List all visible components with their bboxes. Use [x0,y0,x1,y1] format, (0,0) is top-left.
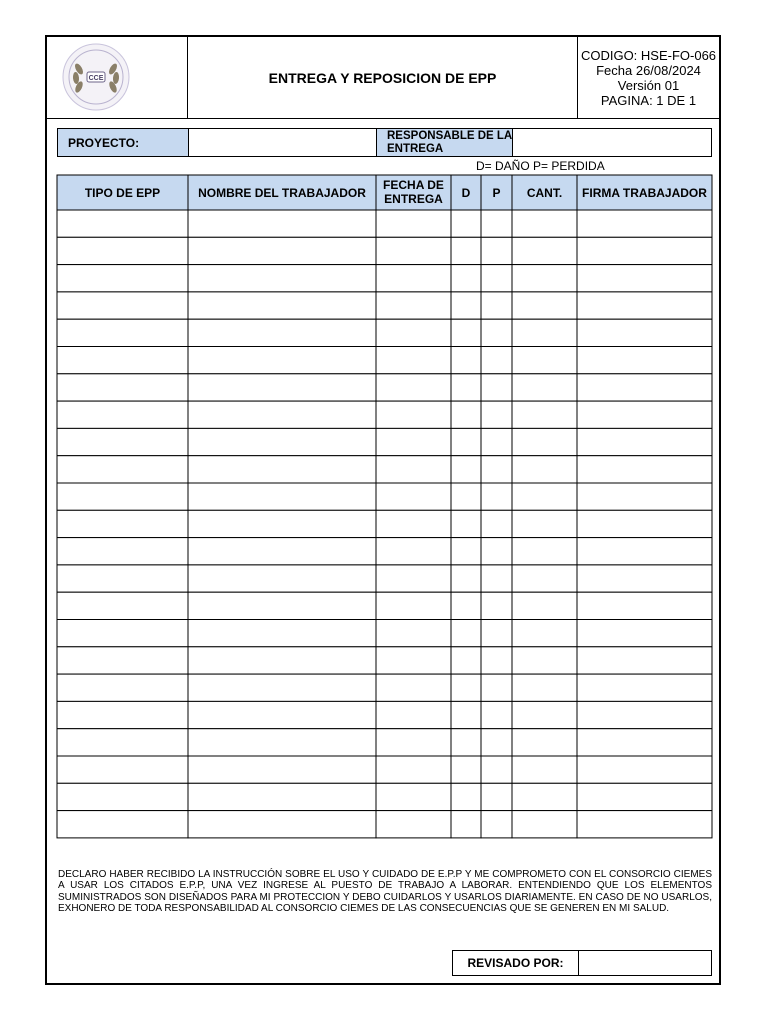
table-cell[interactable] [376,620,451,647]
document-page: PAGINA: 1 DE 1 [600,92,697,108]
table-cell[interactable] [188,374,376,401]
table-cell[interactable] [451,701,481,728]
table-cell[interactable] [376,319,451,346]
table-cell[interactable] [577,620,712,647]
table-cell[interactable] [512,210,577,237]
table-cell[interactable] [376,237,451,264]
table-cell[interactable] [57,674,188,701]
table-cell[interactable] [451,292,481,319]
column-header: CANT. [526,186,563,200]
table-cell[interactable] [376,510,451,537]
table-cell[interactable] [376,811,451,838]
table-cell[interactable] [512,674,577,701]
table-cell[interactable] [376,456,451,483]
table-cell[interactable] [577,347,712,374]
table-cell[interactable] [188,428,376,455]
table-cell[interactable] [481,701,512,728]
table-cell[interactable] [376,292,451,319]
table-cell[interactable] [376,483,451,510]
table-cell[interactable] [57,620,188,647]
table-cell[interactable] [481,783,512,810]
table-cell[interactable] [57,483,188,510]
table-cell[interactable] [512,647,577,674]
table-cell[interactable] [451,237,481,264]
table-cell[interactable] [512,456,577,483]
logo-text: CCE [88,75,104,82]
responsable-label: RESPONSABLE DE LA ENTREGA [376,128,513,157]
table-cell[interactable] [481,565,512,592]
table-cell[interactable] [451,783,481,810]
table-cell[interactable] [451,428,481,455]
table-cell[interactable] [512,483,577,510]
table-cell[interactable] [577,701,712,728]
table-cell[interactable] [512,428,577,455]
table-cell[interactable] [577,456,712,483]
table-cell[interactable] [451,592,481,619]
table-cell[interactable] [57,374,188,401]
table-cell[interactable] [188,483,376,510]
table-cell[interactable] [188,756,376,783]
table-cell[interactable] [451,319,481,346]
form-title: ENTREGA Y REPOSICION DE EPP [268,69,497,86]
table-cell[interactable] [188,347,376,374]
table-cell[interactable] [481,674,512,701]
table-cell[interactable] [451,456,481,483]
legend-note: D= DAÑO P= PERDIDA [476,159,605,173]
table-cell[interactable] [577,265,712,292]
column-header: NOMBRE DEL TRABAJADOR [198,186,366,200]
table-cell[interactable] [376,674,451,701]
form-frame [45,35,721,985]
table-cell[interactable] [481,347,512,374]
table-cell[interactable] [481,292,512,319]
table-cell[interactable] [188,565,376,592]
table-cell[interactable] [188,620,376,647]
table-cell[interactable] [57,265,188,292]
table-cell[interactable] [481,319,512,346]
table-cell[interactable] [577,756,712,783]
table-cell[interactable] [57,428,188,455]
table-cell[interactable] [451,674,481,701]
table-cell[interactable] [57,510,188,537]
table-cell[interactable] [376,756,451,783]
table-cell[interactable] [481,592,512,619]
declaration-text: DECLARO HABER RECIBIDO LA INSTRUCCIÓN SOBRE EL USO Y CUIDADO DE E.P.P Y ME COMPROMETO CON EL CONSORCIO CIEMES A USAR LOS CITADOS E.P.P, UNA VEZ INGRESE AL PUESTO DE TRABAJO A LABORAR. ENTENDIENDO QUE LOS ELEMENTOS SUMINISTRADOS SON DISEÑADOS PARA MI PROTECCION Y DEBO CUIDARLOS Y USARLOS DIARIAMENTE. EN CASO DE NO USARLOS, EXHONERO DE TODA RESPONSABILIDAD AL CONSORCIO CIEMES DE LAS CONSECUENCIAS QUE SE GENEREN EN MI SALUD. [58,869,712,915]
table-cell[interactable] [481,401,512,428]
table-cell[interactable] [512,237,577,264]
table-cell[interactable] [376,374,451,401]
table-cell[interactable] [451,374,481,401]
table-cell[interactable] [577,565,712,592]
table-cell[interactable] [451,483,481,510]
table-cell[interactable] [376,592,451,619]
table-cell[interactable] [512,319,577,346]
table-cell[interactable] [481,483,512,510]
epp-table [47,37,719,983]
table-cell[interactable] [57,237,188,264]
table-cell[interactable] [577,401,712,428]
table-cell[interactable] [481,647,512,674]
table-cell[interactable] [451,811,481,838]
table-cell[interactable] [376,729,451,756]
table-cell[interactable] [451,620,481,647]
table-cell[interactable] [451,510,481,537]
table-cell[interactable] [512,538,577,565]
table-cell[interactable] [57,347,188,374]
document-code: CODIGO: HSE-FO-066 [580,47,717,63]
table-cell[interactable] [577,811,712,838]
table-cell[interactable] [481,620,512,647]
table-cell[interactable] [577,538,712,565]
table-cell[interactable] [57,210,188,237]
table-cell[interactable] [577,483,712,510]
document-version: Versión 01 [617,77,680,93]
table-cell[interactable] [451,538,481,565]
table-cell[interactable] [577,674,712,701]
table-cell[interactable] [577,210,712,237]
table-cell[interactable] [451,647,481,674]
table-cell[interactable] [481,456,512,483]
table-cell[interactable] [512,292,577,319]
table-cell[interactable] [376,428,451,455]
table-cell[interactable] [512,756,577,783]
table-cell[interactable] [376,401,451,428]
table-cell[interactable] [512,811,577,838]
table-cell[interactable] [376,701,451,728]
table-cell[interactable] [57,319,188,346]
table-cell[interactable] [577,374,712,401]
table-cell[interactable] [451,401,481,428]
table-cell[interactable] [481,210,512,237]
table-cell[interactable] [451,756,481,783]
table-cell[interactable] [57,811,188,838]
column-header: TIPO DE EPP [84,186,161,200]
table-cell[interactable] [376,538,451,565]
table-cell[interactable] [451,265,481,292]
table-cell[interactable] [188,510,376,537]
table-cell[interactable] [512,620,577,647]
table-cell[interactable] [57,538,188,565]
table-cell[interactable] [451,729,481,756]
table-cell[interactable] [481,510,512,537]
table-cell[interactable] [376,265,451,292]
table-cell[interactable] [512,565,577,592]
table-cell[interactable] [451,565,481,592]
project-label: PROYECTO: [57,128,189,157]
table-cell[interactable] [512,265,577,292]
table-cell[interactable] [188,456,376,483]
table-cell[interactable] [481,237,512,264]
table-cell[interactable] [577,237,712,264]
table-cell[interactable] [188,592,376,619]
table-cell[interactable] [512,374,577,401]
table-cell[interactable] [512,729,577,756]
table-cell[interactable] [512,510,577,537]
table-cell[interactable] [577,729,712,756]
table-cell[interactable] [376,210,451,237]
table-cell[interactable] [481,374,512,401]
table-cell[interactable] [376,647,451,674]
table-cell[interactable] [57,647,188,674]
table-cell[interactable] [512,347,577,374]
table-cell[interactable] [57,783,188,810]
table-cell[interactable] [188,729,376,756]
reviewed-by-field[interactable] [578,950,712,976]
table-cell[interactable] [512,701,577,728]
table-cell[interactable] [577,319,712,346]
table-cell[interactable] [577,783,712,810]
table-cell[interactable] [188,701,376,728]
table-cell[interactable] [188,538,376,565]
table-cell[interactable] [188,237,376,264]
table-cell[interactable] [57,729,188,756]
table-cell[interactable] [376,565,451,592]
table-cell[interactable] [577,428,712,455]
table-cell[interactable] [57,592,188,619]
table-cell[interactable] [481,811,512,838]
table-cell[interactable] [57,456,188,483]
table-cell[interactable] [577,647,712,674]
table-cell[interactable] [481,428,512,455]
table-cell[interactable] [577,592,712,619]
table-cell[interactable] [188,265,376,292]
reviewed-by-label: REVISADO POR: [452,950,579,976]
column-header: P [492,186,501,200]
column-header: FECHA DE ENTREGA [383,178,444,206]
table-cell[interactable] [188,674,376,701]
column-header: FIRMA TRABAJADOR [582,186,707,200]
table-cell[interactable] [57,565,188,592]
table-cell[interactable] [451,347,481,374]
document-date: Fecha 26/08/2024 [596,62,701,78]
table-cell[interactable] [451,210,481,237]
table-cell[interactable] [481,265,512,292]
table-cell[interactable] [481,756,512,783]
table-cell[interactable] [481,729,512,756]
table-cell[interactable] [512,401,577,428]
table-cell[interactable] [188,647,376,674]
table-cell[interactable] [376,783,451,810]
table-cell[interactable] [188,783,376,810]
table-cell[interactable] [577,510,712,537]
table-cell[interactable] [57,292,188,319]
table-cell[interactable] [512,783,577,810]
table-cell[interactable] [188,292,376,319]
table-cell[interactable] [481,538,512,565]
table-cell[interactable] [376,347,451,374]
table-cell[interactable] [188,210,376,237]
table-cell[interactable] [188,401,376,428]
table-cell[interactable] [57,701,188,728]
column-header: D [461,186,471,200]
table-cell[interactable] [57,756,188,783]
table-cell[interactable] [57,401,188,428]
table-cell[interactable] [512,592,577,619]
table-cell[interactable] [188,811,376,838]
table-cell[interactable] [188,319,376,346]
table-cell[interactable] [577,292,712,319]
